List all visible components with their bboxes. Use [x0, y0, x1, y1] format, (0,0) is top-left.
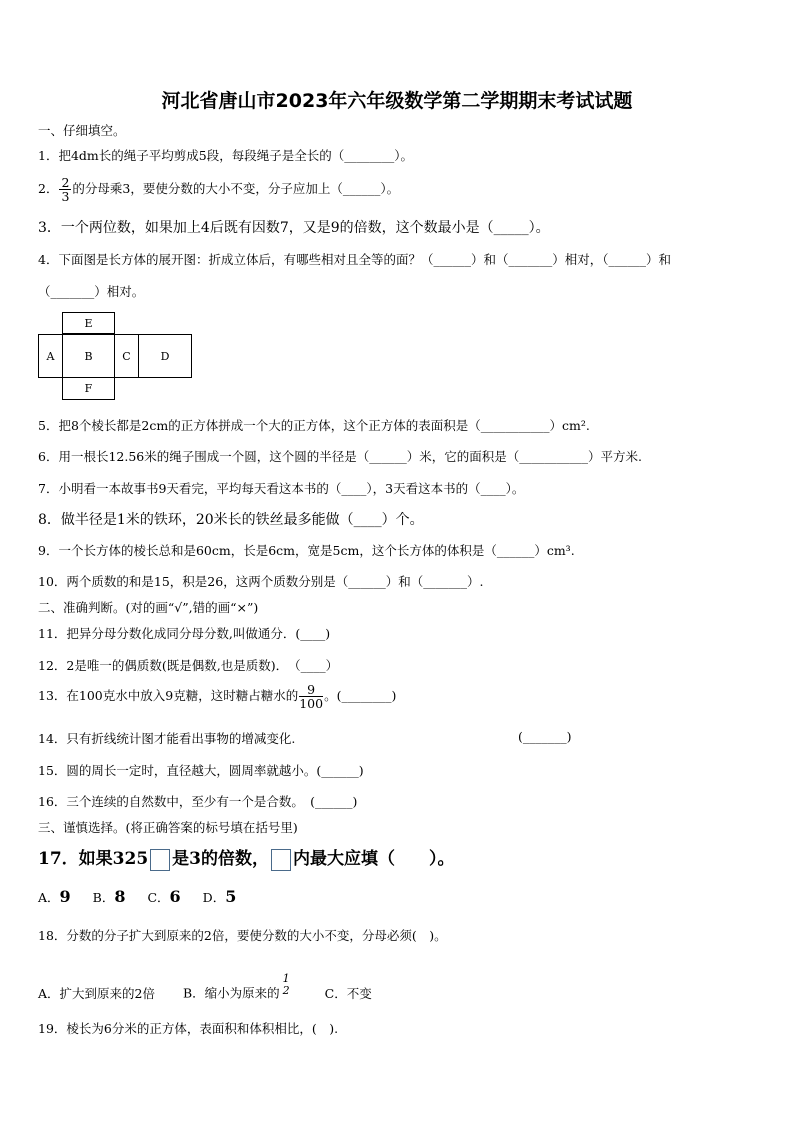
question-13-blank: 。(________)	[324, 688, 397, 704]
question-7: 7．小明看一本故事书9天看完，平均每天看这本书的（____），3天看这本书的（____）。	[38, 481, 525, 496]
choice-b-text: B．缩小为原来的	[182, 986, 280, 1001]
question-10: 10．两个质数的和是15，积是26，这两个质数分别是（______）和（_______）.	[38, 574, 484, 589]
section-heading-2: 二、准确判断。(对的画“√”,错的画“×”)	[38, 600, 259, 615]
fraction-2-3	[59, 176, 71, 203]
question-17	[38, 844, 455, 871]
question-11: 11．把异分母分数化成同分母分数,叫做通分．(____)	[38, 626, 331, 641]
choice-c[interactable]: C．6	[147, 887, 181, 906]
face-a: A	[38, 334, 63, 378]
choice-a[interactable]: A．9	[38, 887, 71, 906]
question-13	[38, 683, 396, 710]
fraction-numerator: 9	[299, 683, 323, 697]
blank-box	[271, 849, 291, 871]
choice-a[interactable]: A．扩大到原来的2倍	[38, 986, 155, 1001]
fraction-denominator: 100	[299, 696, 324, 712]
section-heading-1: 一、仔细填空。	[38, 123, 126, 138]
choice-b[interactable]	[183, 973, 293, 1002]
face-d: D	[138, 334, 192, 378]
question-17-part2: 是3的倍数，	[172, 849, 269, 869]
question-5: 5．把8个棱长都是2cm的正方体拼成一个大的正方体，这个正方体的表面积是（___________）cm².	[38, 418, 590, 433]
question-14-blank: (_______)	[518, 729, 572, 744]
fraction-9-100	[299, 683, 323, 710]
face-e: E	[62, 312, 115, 334]
question-18-choices	[38, 960, 372, 1002]
question-2-prefix: 2．	[38, 181, 59, 197]
fraction-1-2	[281, 973, 292, 996]
question-19: 19．棱长为6分米的正方体，表面积和体积相比，( ).	[38, 1021, 339, 1036]
question-14: 14．只有折线统计图才能看出事物的增减变化.	[38, 731, 296, 746]
question-8: 8．做半径是1米的铁环，20米长的铁丝最多能做（____）个。	[38, 512, 424, 528]
fraction-numerator: 1	[282, 972, 290, 986]
question-17-part3: 内最大应填（ ）。	[293, 849, 455, 869]
face-c: C	[114, 334, 139, 378]
question-18: 18．分数的分子扩大到原来的2倍，要使分数的大小不变，分母必须( )。	[38, 928, 447, 943]
fraction-denominator: 3	[61, 189, 70, 205]
choice-b[interactable]: B．8	[92, 887, 126, 906]
fraction-numerator: 2	[61, 175, 70, 190]
question-4-line1: 4．下面图是长方体的展开图：折成立体后，有哪些相对且全等的面？（______）和（_______）相对，（______）和	[38, 252, 671, 267]
question-2	[38, 176, 399, 203]
page-title: 河北省唐山市2023年六年级数学第二学期期末考试试题	[161, 90, 633, 112]
question-9: 9．一个长方体的棱长总和是60cm，长是6cm，宽是5cm，这个长方体的体积是（______）cm³.	[38, 543, 575, 558]
question-17-part1: 17．如果325	[38, 849, 149, 869]
question-17-choices	[38, 887, 254, 906]
question-13-text: 13．在100克水中放入9克糖，这时糖占糖水的	[38, 688, 299, 704]
question-4-line2: （_______）相对。	[38, 284, 145, 299]
blank-box	[150, 849, 170, 871]
section-heading-3: 三、谨慎选择。(将正确答案的标号填在括号里)	[38, 820, 298, 835]
cuboid-net-diagram	[38, 312, 192, 400]
choice-d[interactable]: D．5	[202, 887, 237, 906]
question-12: 12．2是唯一的偶质数(既是偶数,也是质数)． （____）	[38, 658, 339, 673]
face-f: F	[62, 377, 115, 400]
question-16: 16．三个连续的自然数中，至少有一个是合数。 (______)	[38, 794, 358, 809]
face-b: B	[62, 334, 115, 378]
fraction-denominator: 2	[282, 984, 290, 997]
question-1: 1．把4dm长的绳子平均剪成5段，每段绳子是全长的（________）。	[38, 148, 413, 163]
question-15: 15．圆的周长一定时，直径越大，圆周率就越小。(______)	[38, 763, 364, 778]
question-3: 3．一个两位数，如果加上4后既有因数7，又是9的倍数，这个数最小是（_____）。	[38, 220, 550, 236]
choice-c[interactable]: C．不变	[324, 986, 372, 1001]
question-6: 6．用一根长12.56米的绳子围成一个圆，这个圆的半径是（______）米，它的面积是（___________）平方米.	[38, 449, 642, 464]
question-2-text: 的分母乘3，要使分数的大小不变，分子应加上（______）。	[72, 181, 400, 197]
